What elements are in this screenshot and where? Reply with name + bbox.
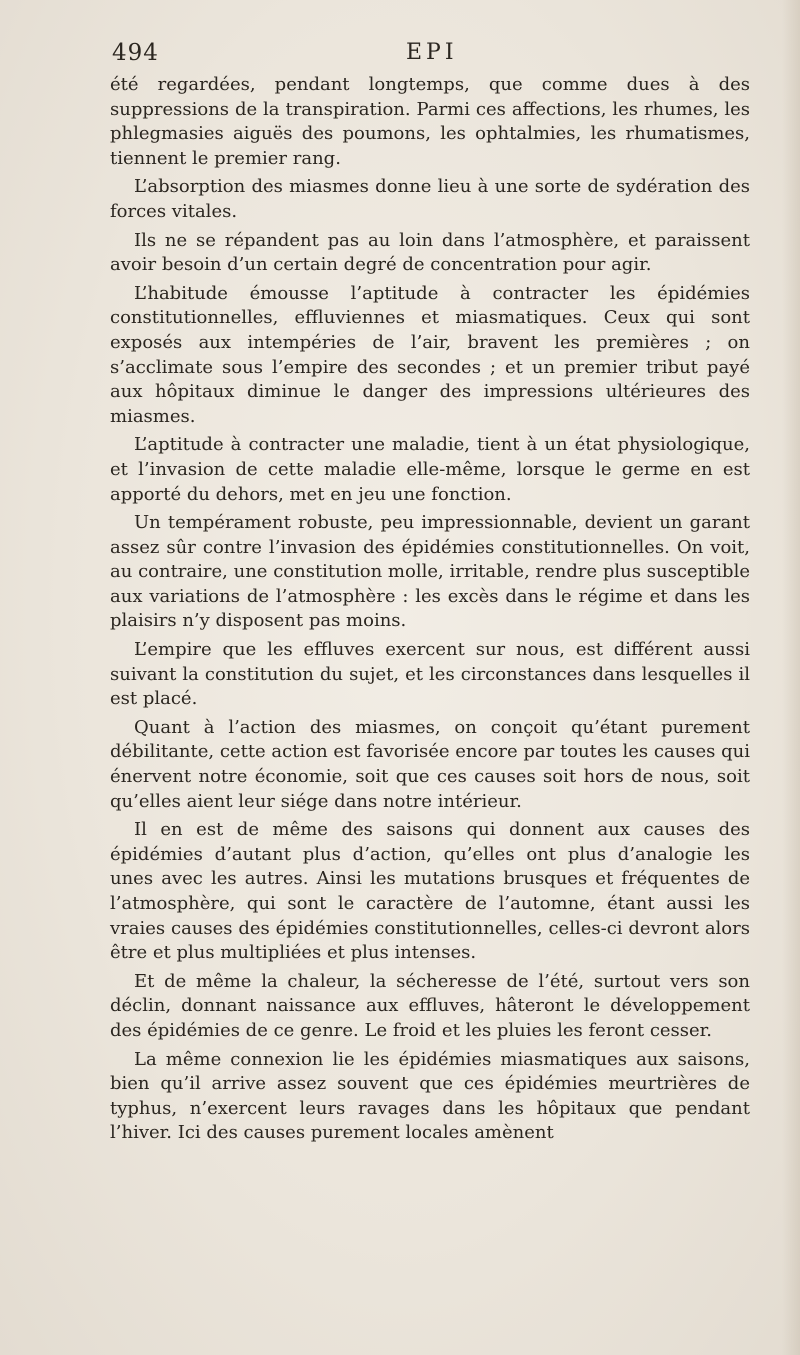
paragraph: La même connexion lie les épidémies miasmatiques aux saisons, bien qu’il arrive assez souvent que ces épidémies meurtrières de typhus, n’exercent leurs ravages dans les hôpitaux que pendant l’hiver. Ici des causes purement locales amènent xyxy=(110,1048,750,1144)
paragraph: L’absorption des miasmes donne lieu à une sorte de sydération des forces vitales. xyxy=(110,176,750,222)
paragraph: Il en est de même des saisons qui donnent aux causes des épidémies d’autant plus d’action, qu’elles ont plus d’analogie les unes avec les autres. Ainsi les mutations brusques et fréquentes de l’atmosphère, qui sont le caractère de l’automne, étant aussi les vraies causes des épidémies constitutionnelles, celles-ci devront alors être et plus multipliées et plus intenses. xyxy=(110,819,750,964)
page-number: 494 xyxy=(112,40,159,66)
body-text xyxy=(110,73,750,1150)
paragraph: Et de même la chaleur, la sécheresse de l’été, surtout vers son déclin, donnant naissance aux effluves, hâteront le développement des épidémies de ce genre. Le froid et les pluies les feront cesser. xyxy=(110,970,750,1041)
paragraph: été regardées, pendant longtemps, que comme dues à des suppressions de la transpiration. Parmi ces affections, les rhumes, les phlegmasies aiguës des poumons, les ophtalmies, les rhumatismes, tiennent le premier rang. xyxy=(110,74,750,169)
running-head: EPI xyxy=(406,40,458,65)
paragraph: L’empire que les effluves exercent sur nous, est différent aussi suivant la constitution du sujet, et les circonstances dans lesquelles il est placé. xyxy=(110,639,750,710)
paragraph: Quant à l’action des miasmes, on conçoit qu’étant purement débilitante, cette action est favorisée encore par toutes les causes qui énervent notre économie, soit que ces causes soit hors de nous, soit qu’elles aient leur siége dans notre intérieur. xyxy=(110,716,750,812)
page-edge-shadow xyxy=(782,0,800,1355)
paragraph: L’habitude émousse l’aptitude à contracter les épidémies constitutionnelles, effluviennes et miasmatiques. Ceux qui sont exposés aux intempéries de l’air, bravent les premières ; on s’acclimate sous l’empire des secondes ; et un premier tribut payé aux hôpitaux diminue le danger des impressions ultérieures des miasmes. xyxy=(110,282,750,427)
paragraph: L’aptitude à contracter une maladie, tient à un état physiologique, et l’invasion de cette maladie elle-même, lorsque le germe en est apporté du dehors, met en jeu une fonction. xyxy=(110,434,750,505)
paragraph: Un tempérament robuste, peu impressionnable, devient un garant assez sûr contre l’invasion des épidémies constitutionnelles. On voit, au contraire, une constitution molle, irritable, rendre plus susceptible aux variations de l’atmosphère : les excès dans le régime et dans les plaisirs n’y disposent pas moins. xyxy=(110,512,750,632)
page-header xyxy=(110,40,750,70)
paragraph: Ils ne se répandent pas au loin dans l’atmosphère, et paraissent avoir besoin d’un certain degré de concentration pour agir. xyxy=(110,229,750,276)
